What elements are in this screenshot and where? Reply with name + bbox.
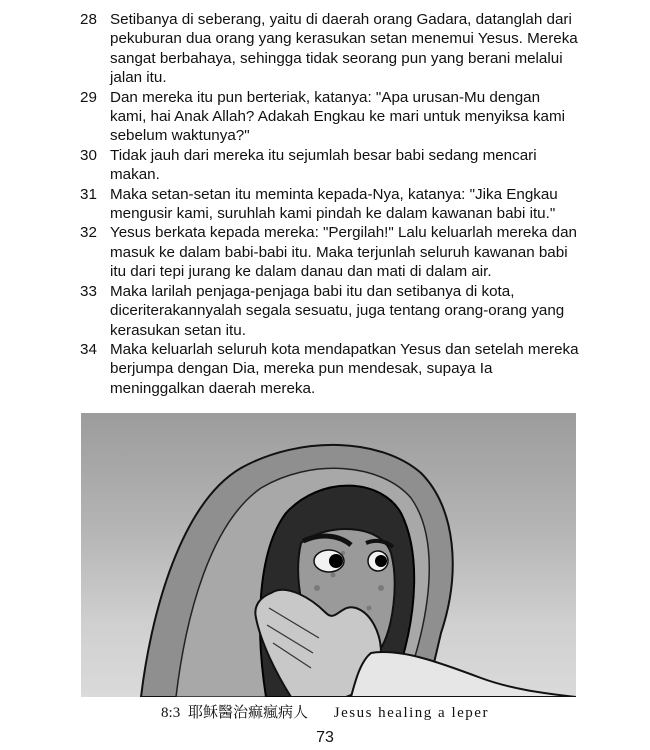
illustration-leper [81,413,576,697]
verse-number: 28 [80,11,97,28]
verse-number: 34 [80,340,97,358]
verse-text: Maka larilah penjaga-penjaga babi itu dan setibanya di kota, diceriterakannyalah segala sesuatu, juga tentang orang-orang yang kerasukan setan itu. [110,282,565,339]
caption-chinese: 耶稣醫治痲瘋病人 [187,705,308,721]
verse-text: Maka keluarlah seluruh kota mendapatkan Yesus dan setelah mereka berjumpa dengan Dia, mereka pun mendesak, supaya Ia meninggalkan daerah mereka. [110,340,579,397]
verse-list [80,10,580,398]
verse-number: 29 [80,88,97,106]
figure-caption [0,701,650,722]
verse-text: Maka setan-setan itu meminta kepada-Nya, katanya: "Jika Engkau mengusir kami, suruhlah kami pindah ke dalam kawanan babi itu." [110,185,558,223]
verse-number: 31 [80,185,97,203]
verse-text: Tidak jauh dari mereka itu sejumlah besar babi sedang mencari makan. [110,146,537,184]
verse-text: Setibanya di seberang, yaitu di daerah orang Gadara, datanglah dari pekuburan dua orang yang kerasukan setan menemui Yesus. Mereka sangat berbahaya, sehingga tidak seorang pun yang berani melalui jalan itu. [110,11,578,87]
verse-34 [80,340,580,398]
verse-number: 32 [80,224,97,242]
page-number: 73 [316,729,334,746]
verse-29 [80,88,580,146]
verse-30 [80,146,580,185]
verse-28 [80,10,580,88]
leper-illustration-icon [81,413,576,697]
verse-text: Dan mereka itu pun berteriak, katanya: "Apa urusan-Mu dengan kami, hai Anak Allah? Adakah Engkau ke mari untuk menyiksa kami sebelum waktunya?" [110,88,566,145]
caption-english: Jesus healing a leper [333,705,489,721]
verse-text: Yesus berkata kepada mereka: "Pergilah!" Lalu keluarlah mereka dan masuk ke dalam babi-babi itu. Maka terjunlah seluruh kawanan babi itu dari tepi jurang ke dalam danau dan mati di dalam air. [110,224,577,281]
verse-33 [80,282,580,340]
verse-number: 33 [80,282,97,300]
verse-number: 30 [80,146,97,164]
verse-32 [80,223,580,281]
caption-number: 8:3 [161,705,181,721]
verse-31 [80,185,580,224]
